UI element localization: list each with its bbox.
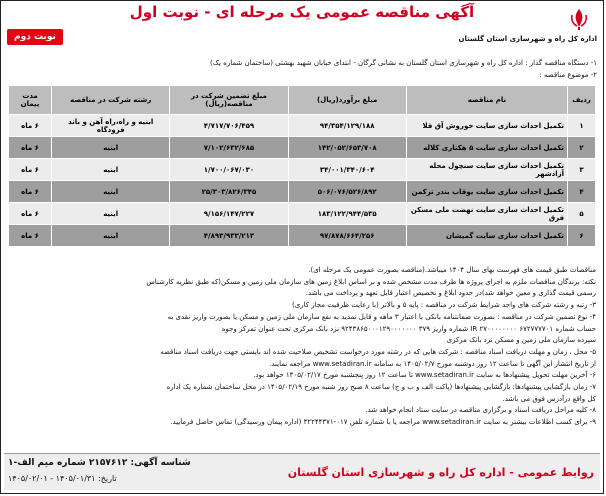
contract-duration: ۶ ماه [9, 115, 52, 137]
tender-field: ابنیه [52, 181, 170, 203]
guarantee-amount: ۴/۸۹۳/۹۳۳/۲۱۳ [170, 225, 288, 247]
tender-name: تکمیل احداث سازی سایت گمیشان [406, 225, 567, 247]
note-line: حساب شماره ۶۷۲۷۷۷۷۰۱ ۲۷۰۰۰۰۰۰۰۰ IR شماره واریز ۳۷۹ ۹۲۴۳۸۶۵۰۰۰۱۲۹۰۰۰۰۰۰۰ نزد بانک مرکزی تحت عنوان تمرکز وجوه [221, 324, 596, 333]
col-header-estimate: مبلغ برآورد(ریال) [288, 86, 406, 115]
col-header-guarantee: مبلغ تضمین شرکت در مناقصه(ریال) [170, 86, 288, 115]
note-line: کل واقع درآدرس فوق می باشد. [502, 394, 596, 403]
public-relations-credit: روابط عمومی - اداره کل راه و شهرسازی استان گلستان [287, 466, 594, 479]
tender-name: تکمیل احداث سازی سایت یوقاب بندر ترکمن [406, 181, 567, 203]
contract-duration: ۶ ماه [9, 225, 52, 247]
tender-field: ابنیه [52, 137, 170, 159]
tender-field: ابنیه [52, 225, 170, 247]
guarantee-amount: ۹/۱۵۶/۱۴۷/۲۲۷ [170, 203, 288, 225]
note-line: ۷- زمان بازگشایی پیشنهادها: بازگشایی پیشنهادها (پاکت الف و ب و ج) ساعت ۸ صبح روز شنبه مورخ ۱۴۰۵/۰۲/۱۹ در محل ساختمان شماره یک اداره [166, 383, 596, 392]
col-header-field: رشته شرکت در مناقصه [52, 86, 170, 115]
note-line: ۸- کلیه مراحل دریافت اسناد و برگزاری مناقصه در سایت ستاد انجام خواهد شد. [365, 406, 596, 415]
tender-name: تکمیل احداث سازی سایت ۵ هکتاری کلاله [406, 137, 567, 159]
estimate-amount: ۱۴۲/۰۵۲/۶۵۳/۷۰۸ [288, 137, 406, 159]
note-line: ۶- آخرین مهلت تحویل پیشنهادها به سایت www.setadiran.ir تا ساعت ۱۲ روز پنجشنبه مورخ ۱۴۰۵/۰۲/۱۷ خواهد بود. [253, 371, 596, 380]
note-line: مناقصات طبق قیمت های فهرست بهای سال ۱۴۰۴ میباشد.(مناقصه بصورت عمومی یک مرحله ای). [308, 266, 596, 274]
row-number: ۵ [568, 203, 596, 225]
guarantee-amount: ۲۵/۳۰۳/۸۲۶/۳۴۵ [170, 181, 288, 203]
tender-name: تکمیل احداث سازی سایت سنچول محله آزادشهر [406, 159, 567, 181]
notice-footer [4, 453, 600, 490]
tender-table [8, 85, 596, 247]
note-line: ۵- محل ، زمان و مهلت دریافت اسناد مناقصه : شرکت هایی که در رشته مورد درخواست تشخیص صلاحیت شده اند بایستی جهت دریافت اسناد مناقصه [160, 347, 596, 356]
tender-notes [8, 265, 596, 429]
organizer-line: ۱- دستگاه مناقصه گذار : اداره کل راه و شهرسازی استان گلستان به نشانی گرگان - ابتدای خیابان شهید بهشتی (ساختمان شماره یک) [209, 59, 597, 67]
table-row [9, 115, 596, 137]
contract-duration: ۶ ماه [9, 137, 52, 159]
tender-field: ابنیه و راه،راه آهن و باند فرودگاه [52, 115, 170, 137]
contract-duration: ۶ ماه [9, 203, 52, 225]
guarantee-amount: ۱/۷۰۰/۰۶۷/۰۳۰ [170, 159, 288, 181]
note-line: از تاریخ انتشار این آگهی تا ساعت ۱۲ روز دوشنبه مورخ ۱۴۰۵/۰۲/۷ به سامانه www.setadiran.ir مراجعه نمایند. [269, 359, 596, 368]
tender-name: تکمیل احداث سازی سایت نهضت ملی مسکن فرق [406, 203, 567, 225]
notice-header [1, 1, 603, 57]
notice-id: شناسه آگهی: ۲۱۵۷۶۱۲ شماره میم الف-۱ [8, 458, 191, 468]
row-number: ۶ [568, 225, 596, 247]
col-header-row-number: ردیف [568, 86, 596, 115]
notice-title: آگهی مناقصه عمومی یک مرحله ای - نوبت اول [129, 3, 475, 21]
table-row [9, 159, 596, 181]
ministry-name: اداره کل راه و شهرسازی استان گلستان [458, 35, 597, 43]
row-number: ۱ [568, 115, 596, 137]
tender-field: ابنیه [52, 159, 170, 181]
contract-duration: ۶ ماه [9, 181, 52, 203]
col-header-tender-name: نام مناقصه [406, 86, 567, 115]
row-number: ۲ [568, 137, 596, 159]
round-badge: نوبت دوم [7, 29, 63, 45]
note-line: ۳- رتبه و رشته شرکت های واجد شرایط شرکت در مناقصه : پایه ۵ و بالاتر (با رعایت ظرفیت مجاز کاری) [291, 301, 596, 310]
table-header-row [9, 86, 596, 115]
row-number: ۴ [568, 181, 596, 203]
table-row [9, 181, 596, 203]
tender-name: تکمیل احداث سازی سایت خوروش آق قلا [406, 115, 567, 137]
estimate-amount: ۱۸۳/۱۲۲/۹۴۴/۵۳۵ [288, 203, 406, 225]
estimate-amount: ۳۴/۰۰۱/۳۴۰/۶۰۴ [288, 159, 406, 181]
note-line: ۴- نوع تضمین شرکت در مناقصه : بصورت ضمانتنامه بانکی با اعتبار ۳ ماهه و قابل تمدید به نفع سازمان ملی زمین و مسکن یا بصورت واریز نقدی به [167, 312, 596, 321]
guarantee-amount: ۴/۷۱۷/۷۰۶/۴۵۹ [170, 115, 288, 137]
tender-field: ابنیه [52, 203, 170, 225]
estimate-amount: ۹۷/۸۷۸/۶۶۴/۲۵۶ [288, 225, 406, 247]
note-line: ۹- برای کسب اطلاعات بیشتر به سایت www.setadiran.ir مراجعه یا با شماره تلفن ۰۱۷-۳۲۲۴۴۳۷۱ (اداره پیمان ورسیدگی) تماس حاصل فرمایید. [170, 418, 596, 427]
note-line: سپرده سازمان ملی زمین و مسکن نزد بانک مرکزی [446, 336, 596, 345]
guarantee-amount: ۷/۱۰۲/۶۳۲/۶۸۵ [170, 137, 288, 159]
table-row [9, 137, 596, 159]
notice-date: تاریخ: ۱۴۰۵/۰۱/۳۱ - ۱۴۰۵/۰۲/۰۱ [8, 474, 117, 483]
contract-duration: ۶ ماه [9, 159, 52, 181]
table-row [9, 203, 596, 225]
estimate-amount: ۹۴/۳۵۴/۱۲۹/۱۸۸ [288, 115, 406, 137]
estimate-amount: ۵۰۶/۰۷۶/۵۲۶/۸۹۲ [288, 181, 406, 203]
subject-line: ۲- موضوع مناقصه : [539, 71, 597, 79]
note-line: رسمی قیمت گذاری و معین خواهد شد)در حدود ابلاغ و تخصیص اعتبار قابل تعهد و پرداخت می باشد. [305, 289, 596, 298]
note-line: نکته: برندگان مناقصات ملزم به اجرای پروژه ها طرف مدت مشخص شده و بر اساس ابلاغ زمین های سازمان ملی زمین و مسکن(که طبق نظریه کارشناس [146, 277, 596, 286]
row-number: ۳ [568, 159, 596, 181]
table-row [9, 225, 596, 247]
col-header-duration: مدت پیمان [9, 86, 52, 115]
